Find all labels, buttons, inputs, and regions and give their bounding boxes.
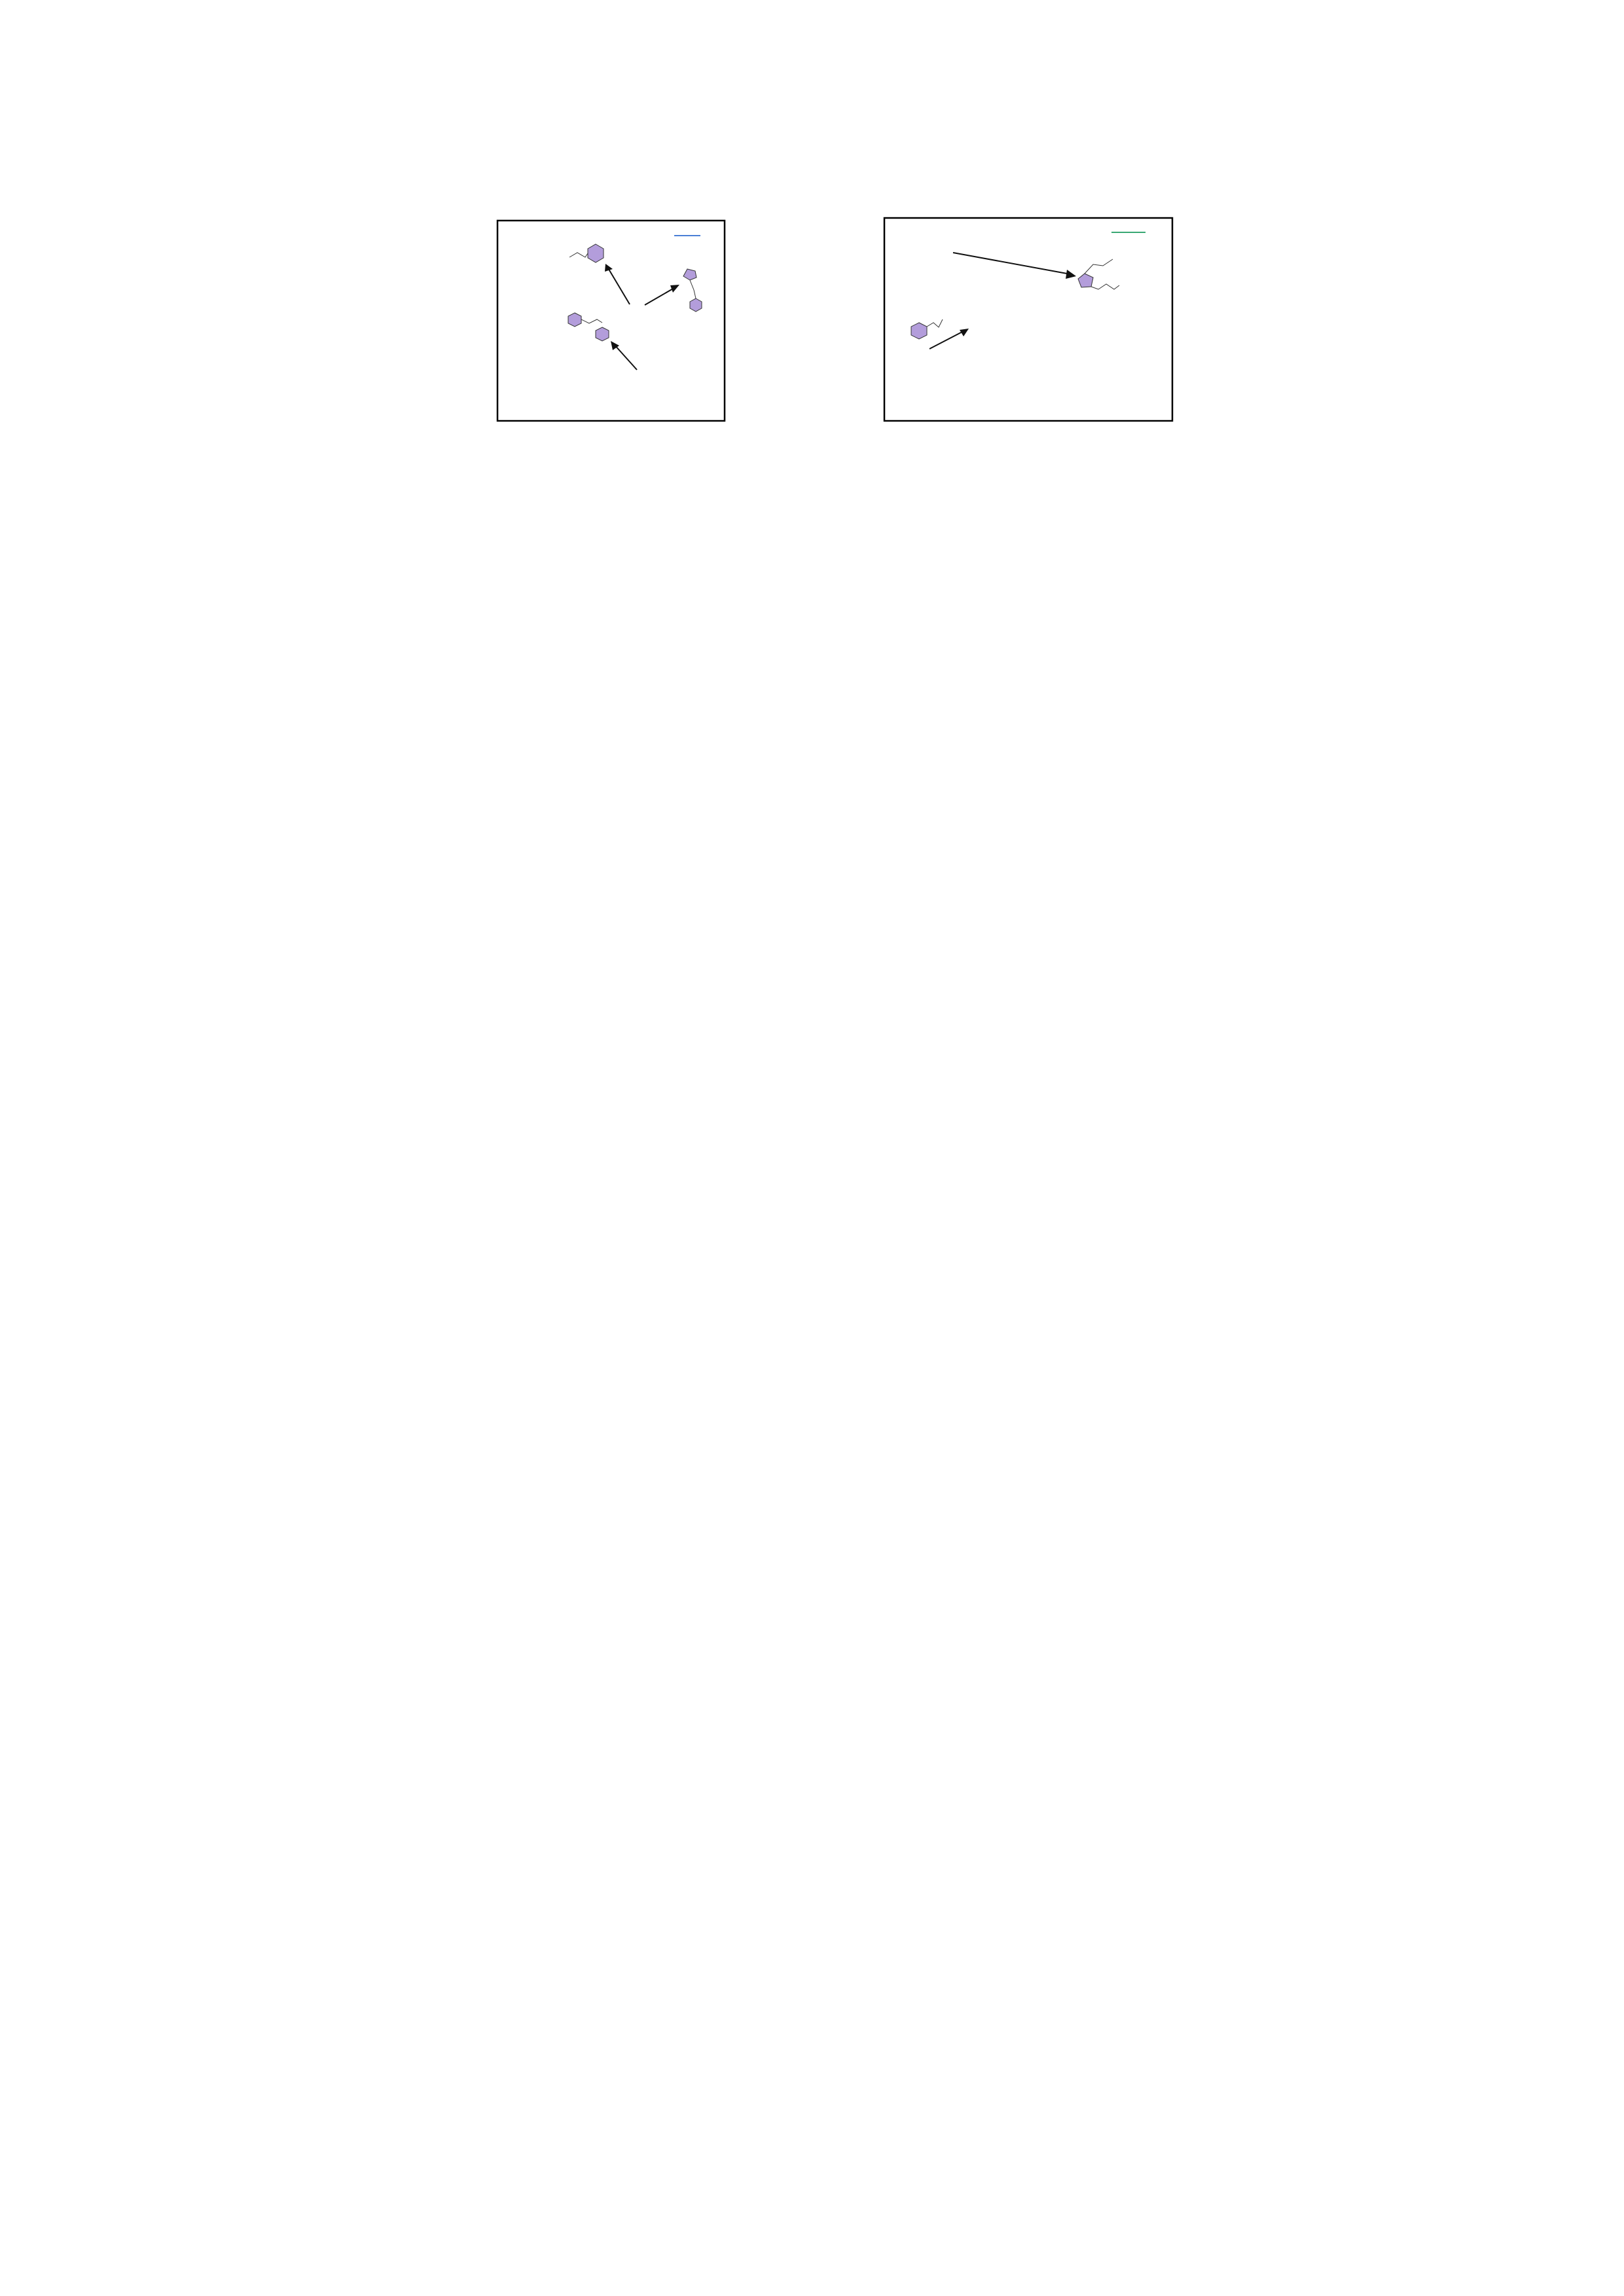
- arrow-head-icon: [1066, 270, 1076, 279]
- arrow-pos-2: [614, 344, 637, 370]
- structure-annotation-4: [1078, 259, 1119, 289]
- chart-pos-frame: [497, 221, 725, 421]
- arrow-neg-2: [929, 331, 964, 349]
- chart-neg-frame: [884, 218, 1172, 421]
- chart-pos: [497, 221, 725, 421]
- structure-annotation-1: [569, 244, 604, 262]
- figure-7: [406, 208, 1244, 902]
- arrow-head-icon: [670, 285, 679, 293]
- figure-7-graphic: [406, 208, 1244, 902]
- structure-annotation-3: [683, 269, 702, 312]
- structure-annotation-2: [568, 313, 609, 341]
- structure-annotation-5: [911, 319, 943, 339]
- arrow-pos-3: [645, 288, 674, 305]
- chart-neg: [884, 218, 1172, 421]
- arrow-pos-1: [607, 267, 630, 304]
- arrow-neg-1: [953, 253, 1067, 274]
